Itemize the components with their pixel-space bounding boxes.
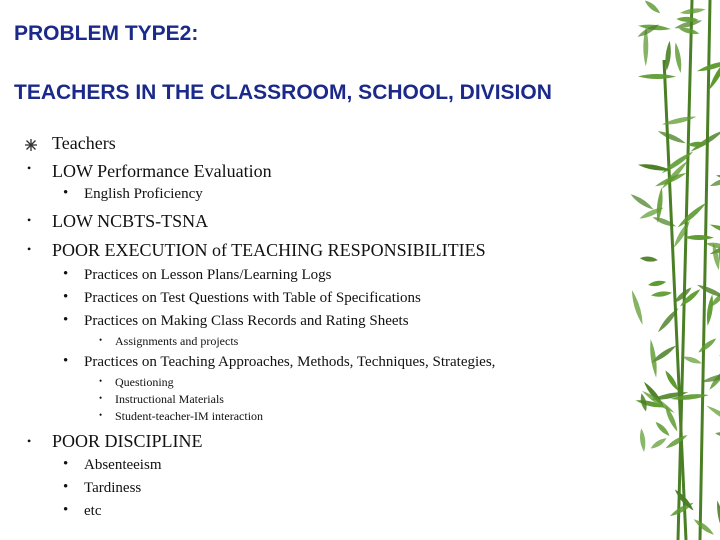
bullet-dot-icon: • (63, 312, 69, 328)
bamboo-leaf (692, 517, 715, 536)
bullet-dot-icon: • (99, 376, 103, 386)
bamboo-leaf (709, 222, 720, 238)
bamboo-leaf (684, 235, 714, 240)
bullet-dot-icon: • (99, 335, 103, 345)
bullet-test-questions: Practices on Test Questions with Table of Specifications (84, 290, 421, 306)
bullet-english-proficiency: English Proficiency (84, 186, 203, 202)
bamboo-background-image (560, 0, 720, 540)
bullet-low-ncbts: LOW NCBTS-TSNA (52, 211, 209, 231)
bullet-dot-icon: • (27, 213, 32, 227)
bullet-low-performance: LOW Performance Evaluation (52, 161, 272, 181)
bamboo-leaf (682, 355, 703, 366)
bamboo-leaf (629, 192, 655, 212)
bamboo-stem (664, 60, 686, 540)
bamboo-leaf (664, 433, 688, 451)
bullet-student-teacher-interaction: Student-teacher-IM interaction (115, 409, 264, 423)
bullet-teaching-approaches: Practices on Teaching Approaches, Methods, Techniques, Strategies, (84, 354, 496, 370)
bamboo-leaf (643, 0, 661, 15)
bullet-poor-execution: POOR EXECUTION of TEACHING RESPONSIBILITIES (52, 240, 486, 260)
bullet-dot-icon: • (99, 410, 103, 420)
bamboo-leaf (673, 42, 683, 73)
bullet-assignments: Assignments and projects (115, 334, 239, 348)
bullet-dot-icon: • (63, 479, 69, 495)
bullet-dot-icon: • (63, 353, 69, 369)
bamboo-leaf (630, 289, 646, 325)
bullet-poor-discipline: POOR DISCIPLINE (52, 431, 203, 451)
bullet-dot-icon: • (27, 242, 32, 256)
bamboo-leaf (715, 500, 720, 535)
bamboo-leaf (640, 256, 659, 263)
bamboo-stem (678, 0, 692, 540)
bullet-tardiness: Tardiness (84, 480, 142, 496)
bullet-instructional-materials: Instructional Materials (115, 392, 224, 406)
bamboo-leaf (638, 74, 676, 79)
bamboo-leaf (705, 294, 715, 326)
bullet-dot-icon: • (99, 393, 103, 403)
bamboo-leaf (652, 215, 677, 229)
slide-subtitle: TEACHERS IN THE CLASSROOM, SCHOOL, DIVISION (14, 81, 552, 104)
bullet-dot-icon: • (27, 434, 32, 448)
bullet-lesson-plans: Practices on Lesson Plans/Learning Logs (84, 267, 332, 283)
bullet-dot-icon: • (63, 502, 69, 518)
bamboo-leaf (709, 176, 720, 189)
bullet-dot-icon: • (63, 185, 69, 201)
asterisk-star-icon (24, 138, 38, 152)
bullet-dot-icon: • (27, 161, 32, 175)
bullet-dot-icon: • (63, 266, 69, 282)
bullet-teachers: Teachers (52, 133, 116, 153)
slide-title: PROBLEM TYPE2: (14, 22, 199, 45)
bamboo-leaf (657, 129, 687, 146)
bamboo-leaf (651, 290, 673, 298)
bamboo-leaf (715, 431, 720, 438)
bullet-dot-icon: • (63, 289, 69, 305)
bamboo-leaf (654, 420, 671, 437)
bullet-dot-icon: • (63, 456, 69, 472)
bamboo-leaf (697, 336, 718, 354)
bamboo-leaf (648, 279, 667, 287)
bamboo-leaf (689, 128, 720, 154)
bullet-questioning: Questioning (115, 375, 174, 389)
bamboo-leaf (705, 403, 720, 427)
bamboo-leaf (639, 428, 647, 452)
bullet-etc: etc (84, 503, 102, 519)
bamboo-leaf (649, 436, 668, 450)
bullet-class-records: Practices on Making Class Records and Rating Sheets (84, 313, 409, 329)
bullet-absenteeism: Absenteeism (84, 457, 162, 473)
bamboo-leaf (669, 500, 695, 518)
bamboo-leaf (676, 201, 708, 229)
bamboo-stem (700, 0, 710, 540)
